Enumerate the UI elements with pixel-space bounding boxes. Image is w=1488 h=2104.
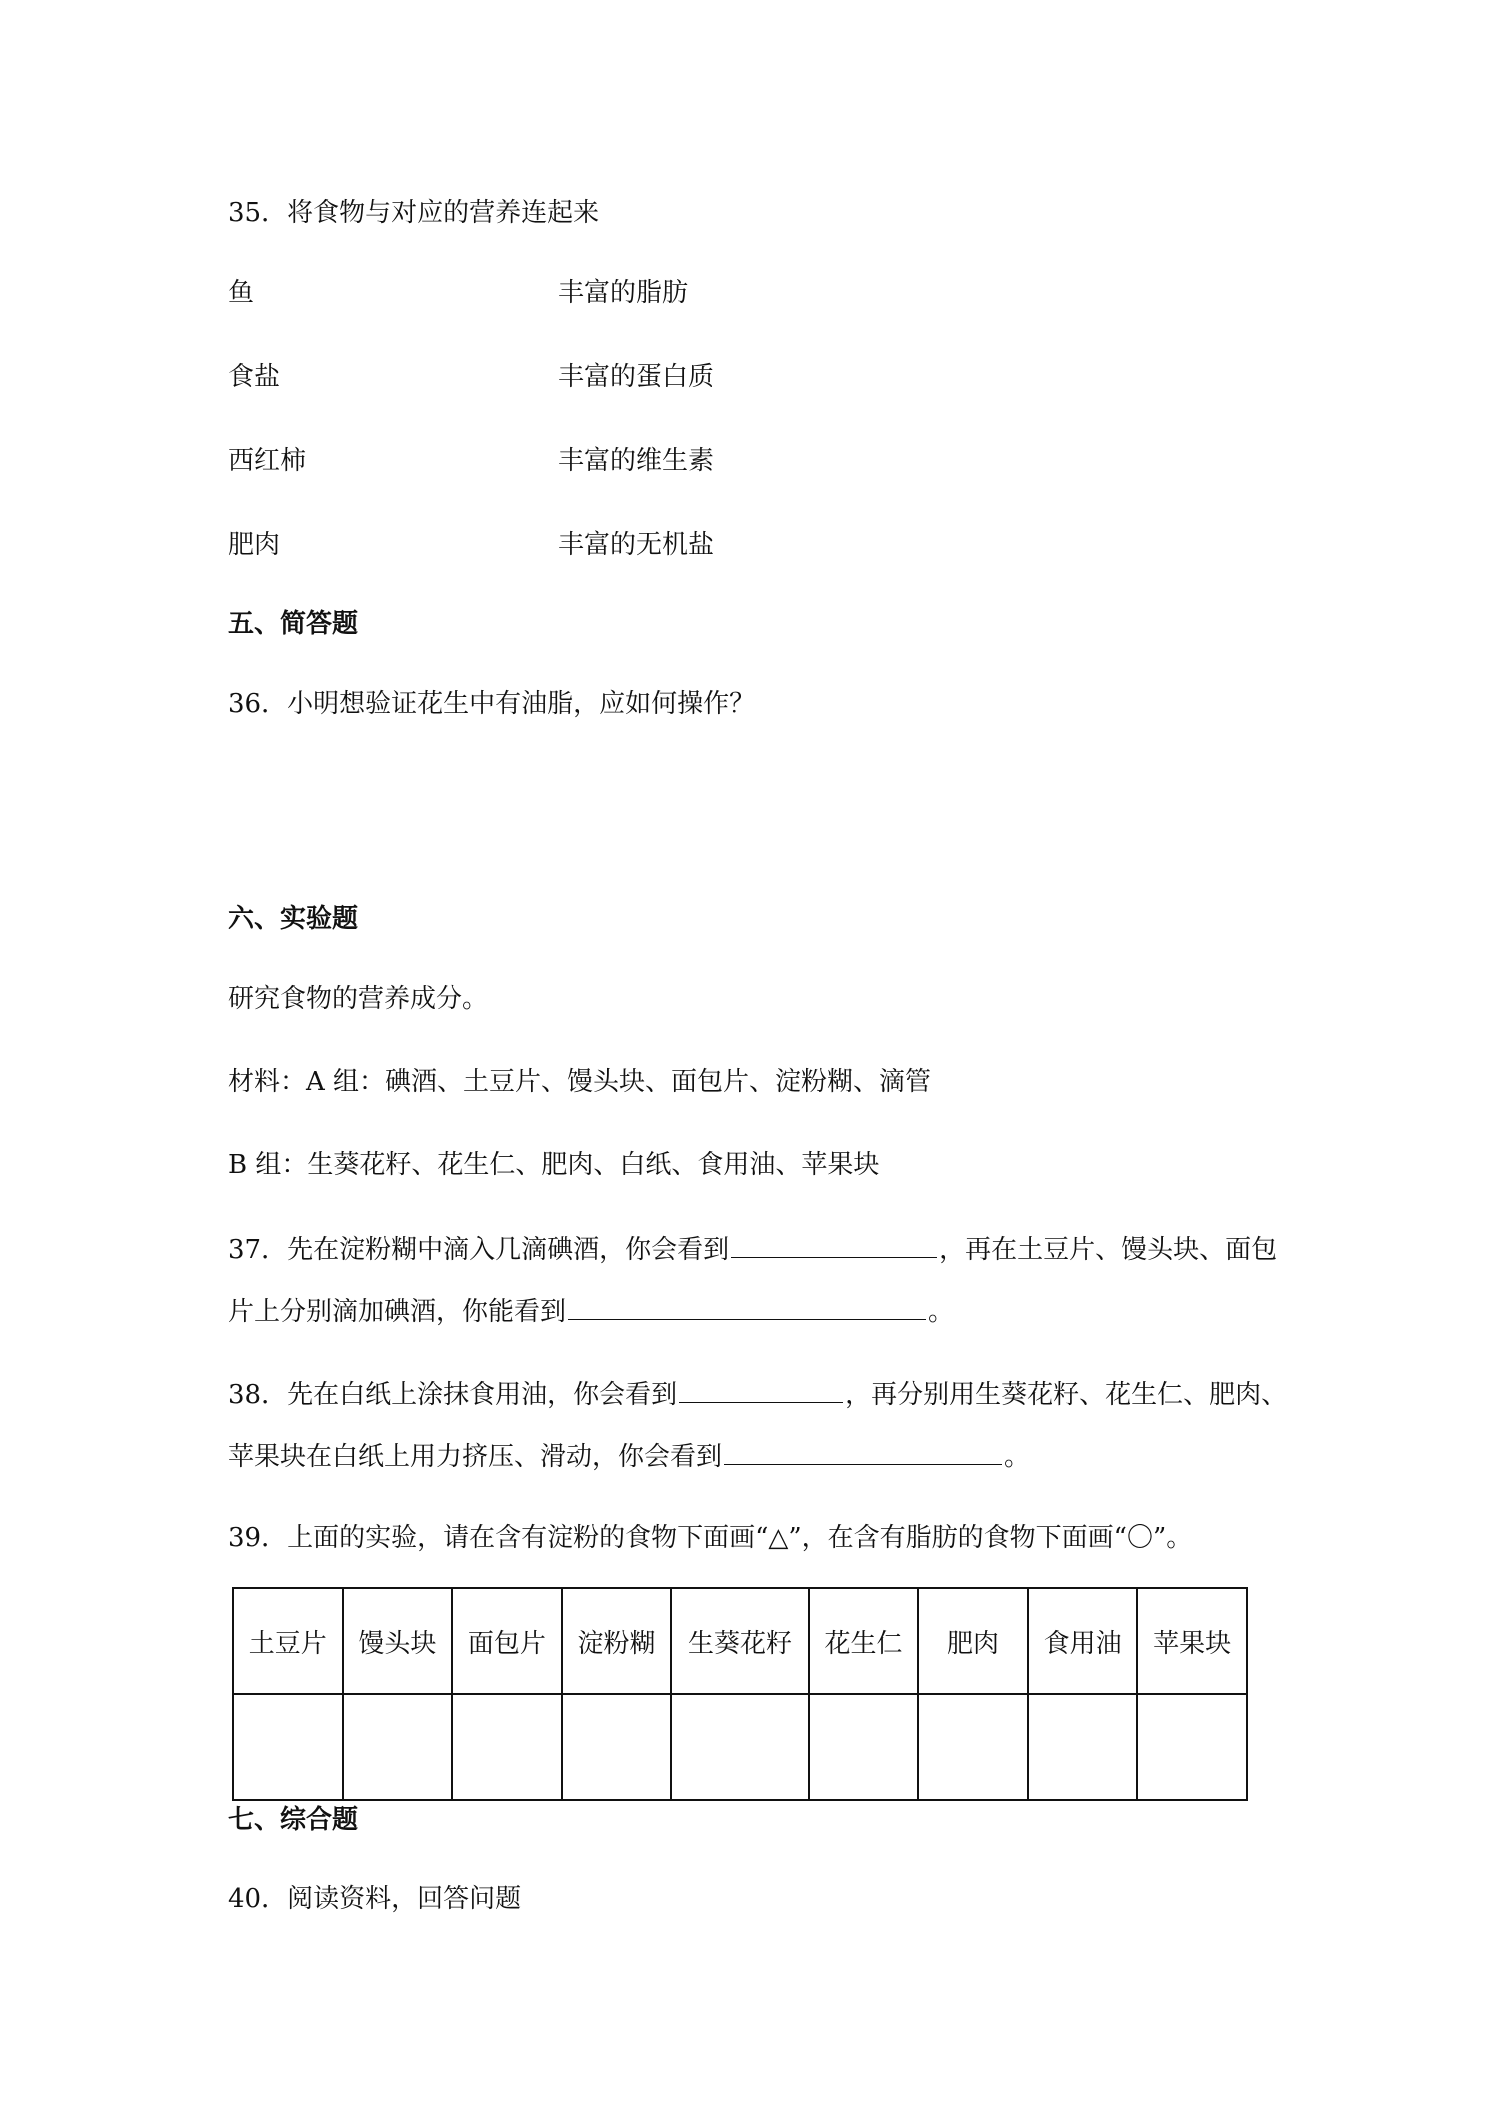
question-37-text-1: 37．先在淀粉糊中滴入几滴碘酒，你会看到: [228, 1235, 730, 1265]
match-left-item-4: 肥肉: [228, 530, 281, 560]
question-38-text-4: 。: [1004, 1442, 1031, 1472]
question-35-title: 35．将食物与对应的营养连起来: [228, 198, 600, 228]
answer-blank-38b[interactable]: [724, 1438, 1002, 1465]
question-40: 40．阅读资料，回答问题: [228, 1884, 522, 1914]
match-right-item-4: 丰富的无机盐: [558, 530, 715, 560]
question-37-text-3: 片上分别滴加碘酒，你能看到: [228, 1297, 567, 1327]
table-header-cell: 生葵花籽: [671, 1588, 808, 1694]
answer-blank-37a[interactable]: [731, 1231, 937, 1258]
table-header-cell: 淀粉糊: [562, 1588, 672, 1694]
answer-cell[interactable]: [918, 1694, 1028, 1800]
question-36: 36．小明想验证花生中有油脂，应如何操作？: [228, 689, 756, 719]
table-header-cell: 食用油: [1028, 1588, 1138, 1694]
answer-cell[interactable]: [452, 1694, 562, 1800]
answer-blank-37b[interactable]: [568, 1293, 926, 1320]
question-37-line-1: [228, 1231, 1277, 1267]
question-37-line-2: [228, 1293, 954, 1329]
match-right-item-2: 丰富的蛋白质: [558, 362, 715, 392]
experiment-intro: 研究食物的营养成分。: [228, 984, 489, 1014]
answer-cell[interactable]: [671, 1694, 808, 1800]
match-left-item-1: 鱼: [228, 278, 255, 308]
match-right-item-1: 丰富的脂肪: [558, 278, 689, 308]
match-left-item-2: 食盐: [228, 362, 281, 392]
table-answer-row: [233, 1694, 1247, 1800]
question-37-text-4: 。: [928, 1297, 955, 1327]
question-37-text-2: ，再在土豆片、馒头块、面包: [939, 1235, 1278, 1265]
answer-cell[interactable]: [562, 1694, 672, 1800]
answer-blank-38a[interactable]: [679, 1376, 843, 1403]
materials-group-b: B 组：生葵花籽、花生仁、肥肉、白纸、食用油、苹果块: [228, 1150, 880, 1180]
question-39: 39．上面的实验，请在含有淀粉的食物下面画“△”，在含有脂肪的食物下面画“〇”。: [228, 1523, 1193, 1553]
section-7-heading: 七、综合题: [228, 1805, 359, 1835]
section-6-heading: 六、实验题: [228, 904, 359, 934]
answer-cell[interactable]: [1028, 1694, 1138, 1800]
section-5-heading: 五、简答题: [228, 609, 359, 639]
table-header-cell: 面包片: [452, 1588, 562, 1694]
table-header-cell: 馒头块: [343, 1588, 453, 1694]
question-38-line-1: [228, 1376, 1287, 1412]
question-38-text-1: 38．先在白纸上涂抹食用油，你会看到: [228, 1380, 678, 1410]
question-38-text-2: ，再分别用生葵花籽、花生仁、肥肉、: [845, 1380, 1288, 1410]
question-38-text-3: 苹果块在白纸上用力挤压、滑动，你会看到: [228, 1442, 723, 1472]
table-header-row: [233, 1588, 1247, 1694]
answer-cell[interactable]: [233, 1694, 343, 1800]
table-header-cell: 肥肉: [918, 1588, 1028, 1694]
table-header-cell: 花生仁: [809, 1588, 919, 1694]
table-header-cell: 苹果块: [1137, 1588, 1247, 1694]
match-right-item-3: 丰富的维生素: [558, 446, 715, 476]
table-header-cell: 土豆片: [233, 1588, 343, 1694]
question-38-line-2: [228, 1438, 1030, 1474]
food-table: [232, 1587, 1248, 1801]
match-left-item-3: 西红柿: [228, 446, 307, 476]
materials-group-a: 材料：A 组：碘酒、土豆片、馒头块、面包片、淀粉糊、滴管: [228, 1067, 932, 1097]
answer-cell[interactable]: [1137, 1694, 1247, 1800]
answer-cell[interactable]: [343, 1694, 453, 1800]
answer-cell[interactable]: [809, 1694, 919, 1800]
